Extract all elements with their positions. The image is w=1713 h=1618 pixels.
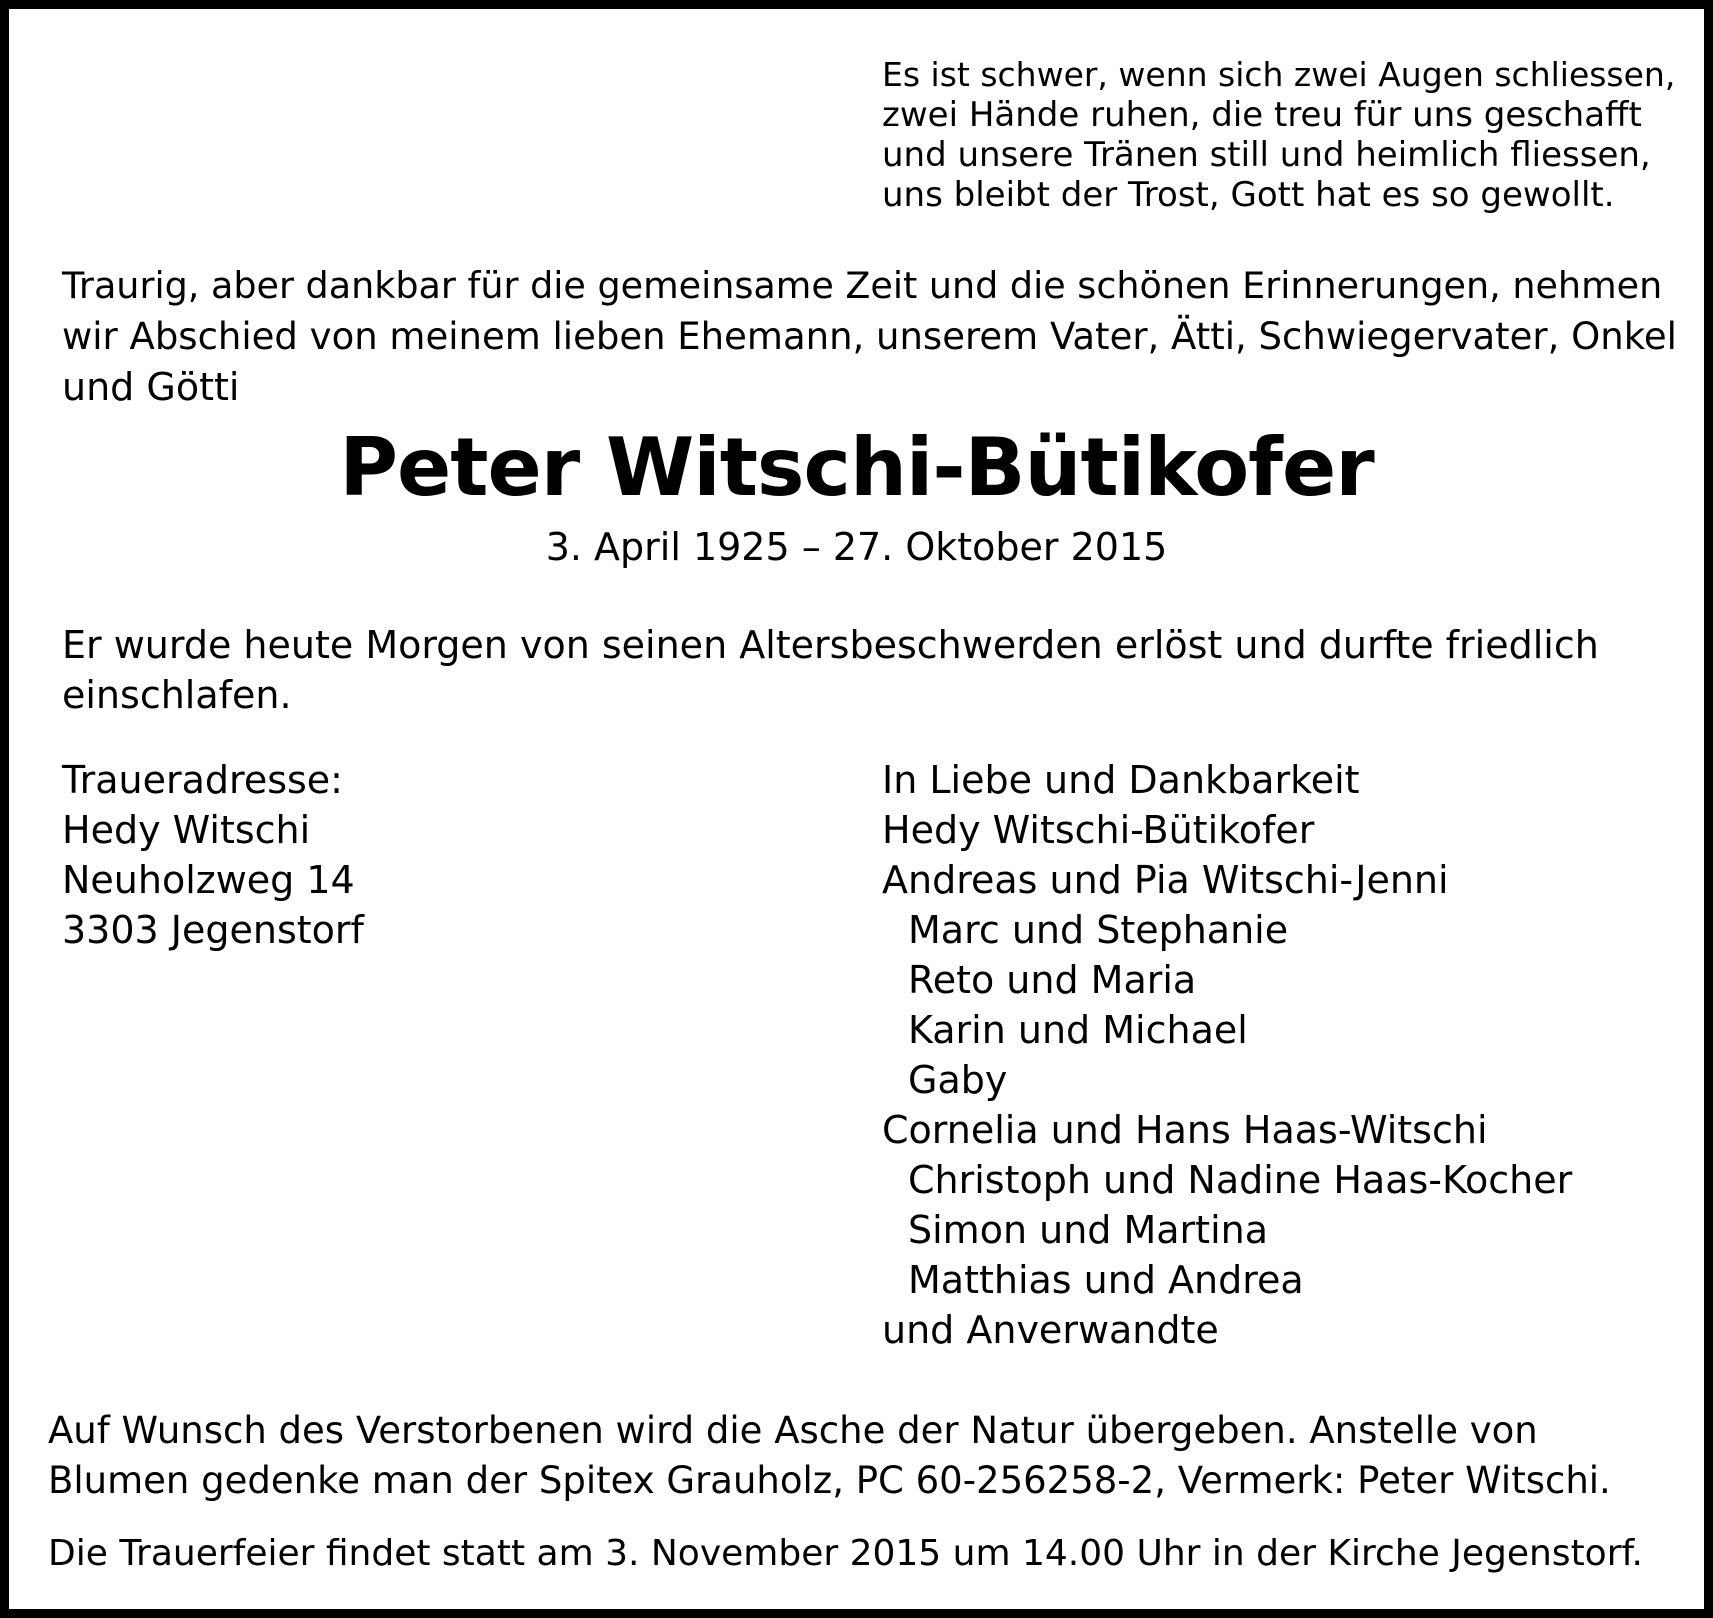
mourner-entry: Hedy Witschi-Bütikofer	[882, 808, 1315, 852]
poem-line: uns bleibt der Trost, Gott hat es so gewollt.	[882, 175, 1615, 215]
wish-line: Blumen gedenke man der Spitex Grauholz, PC 60-256258-2, Vermerk: Peter Witschi.	[48, 1459, 1611, 1502]
life-dates: 3. April 1925 – 27. Oktober 2015	[545, 525, 1168, 569]
deceased-name: Peter Witschi-Bütikofer	[339, 421, 1374, 514]
poem-line: zwei Hände ruhen, die treu für uns geschafft	[882, 95, 1642, 135]
mourner-entry: und Anverwandte	[882, 1308, 1219, 1352]
intro-line: Traurig, aber dankbar für die gemeinsame Zeit und die schönen Erinnerungen, nehmen	[62, 264, 1663, 307]
poem-line: und unsere Tränen still und heimlich fliessen,	[882, 135, 1651, 175]
statement-line: einschlafen.	[62, 673, 292, 717]
mourner-entry: Cornelia und Hans Haas-Witschi	[882, 1108, 1488, 1152]
address-city: 3303 Jegenstorf	[62, 908, 364, 952]
mourners-heading: In Liebe und Dankbarkeit	[882, 758, 1360, 802]
intro-line: und Götti	[62, 365, 240, 409]
mourner-entry: Andreas und Pia Witschi-Jenni	[882, 858, 1449, 902]
address-label: Traueradresse:	[62, 758, 343, 802]
mourner-entry: Simon und Martina	[908, 1208, 1268, 1252]
intro-line: wir Abschied von meinem lieben Ehemann, unserem Vater, Ätti, Schwiegervater, Onkel	[62, 315, 1677, 358]
mourning-address	[62, 755, 364, 955]
mourner-entry: Christoph und Nadine Haas-Kocher	[908, 1158, 1573, 1202]
mourner-entry: Reto und Maria	[908, 958, 1197, 1002]
mourner-entry: Marc und Stephanie	[908, 908, 1289, 952]
mourner-entry: Matthias und Andrea	[908, 1258, 1304, 1302]
poem-line: Es ist schwer, wenn sich zwei Augen schliessen,	[882, 55, 1676, 94]
mourner-entry: Gaby	[908, 1058, 1008, 1102]
mourners-list	[882, 755, 1572, 1355]
wish-line: Auf Wunsch des Verstorbenen wird die Asche der Natur übergeben. Anstelle von	[48, 1409, 1538, 1452]
address-name: Hedy Witschi	[62, 808, 311, 852]
address-street: Neuholzweg 14	[62, 858, 355, 902]
statement-line: Er wurde heute Morgen von seinen Altersbeschwerden erlöst und durfte friedlich	[62, 623, 1599, 667]
ceremony-line: Die Trauerfeier findet statt am 3. November 2015 um 14.00 Uhr in der Kirche Jegenstorf.	[48, 1533, 1644, 1574]
mourner-entry: Karin und Michael	[908, 1008, 1248, 1052]
